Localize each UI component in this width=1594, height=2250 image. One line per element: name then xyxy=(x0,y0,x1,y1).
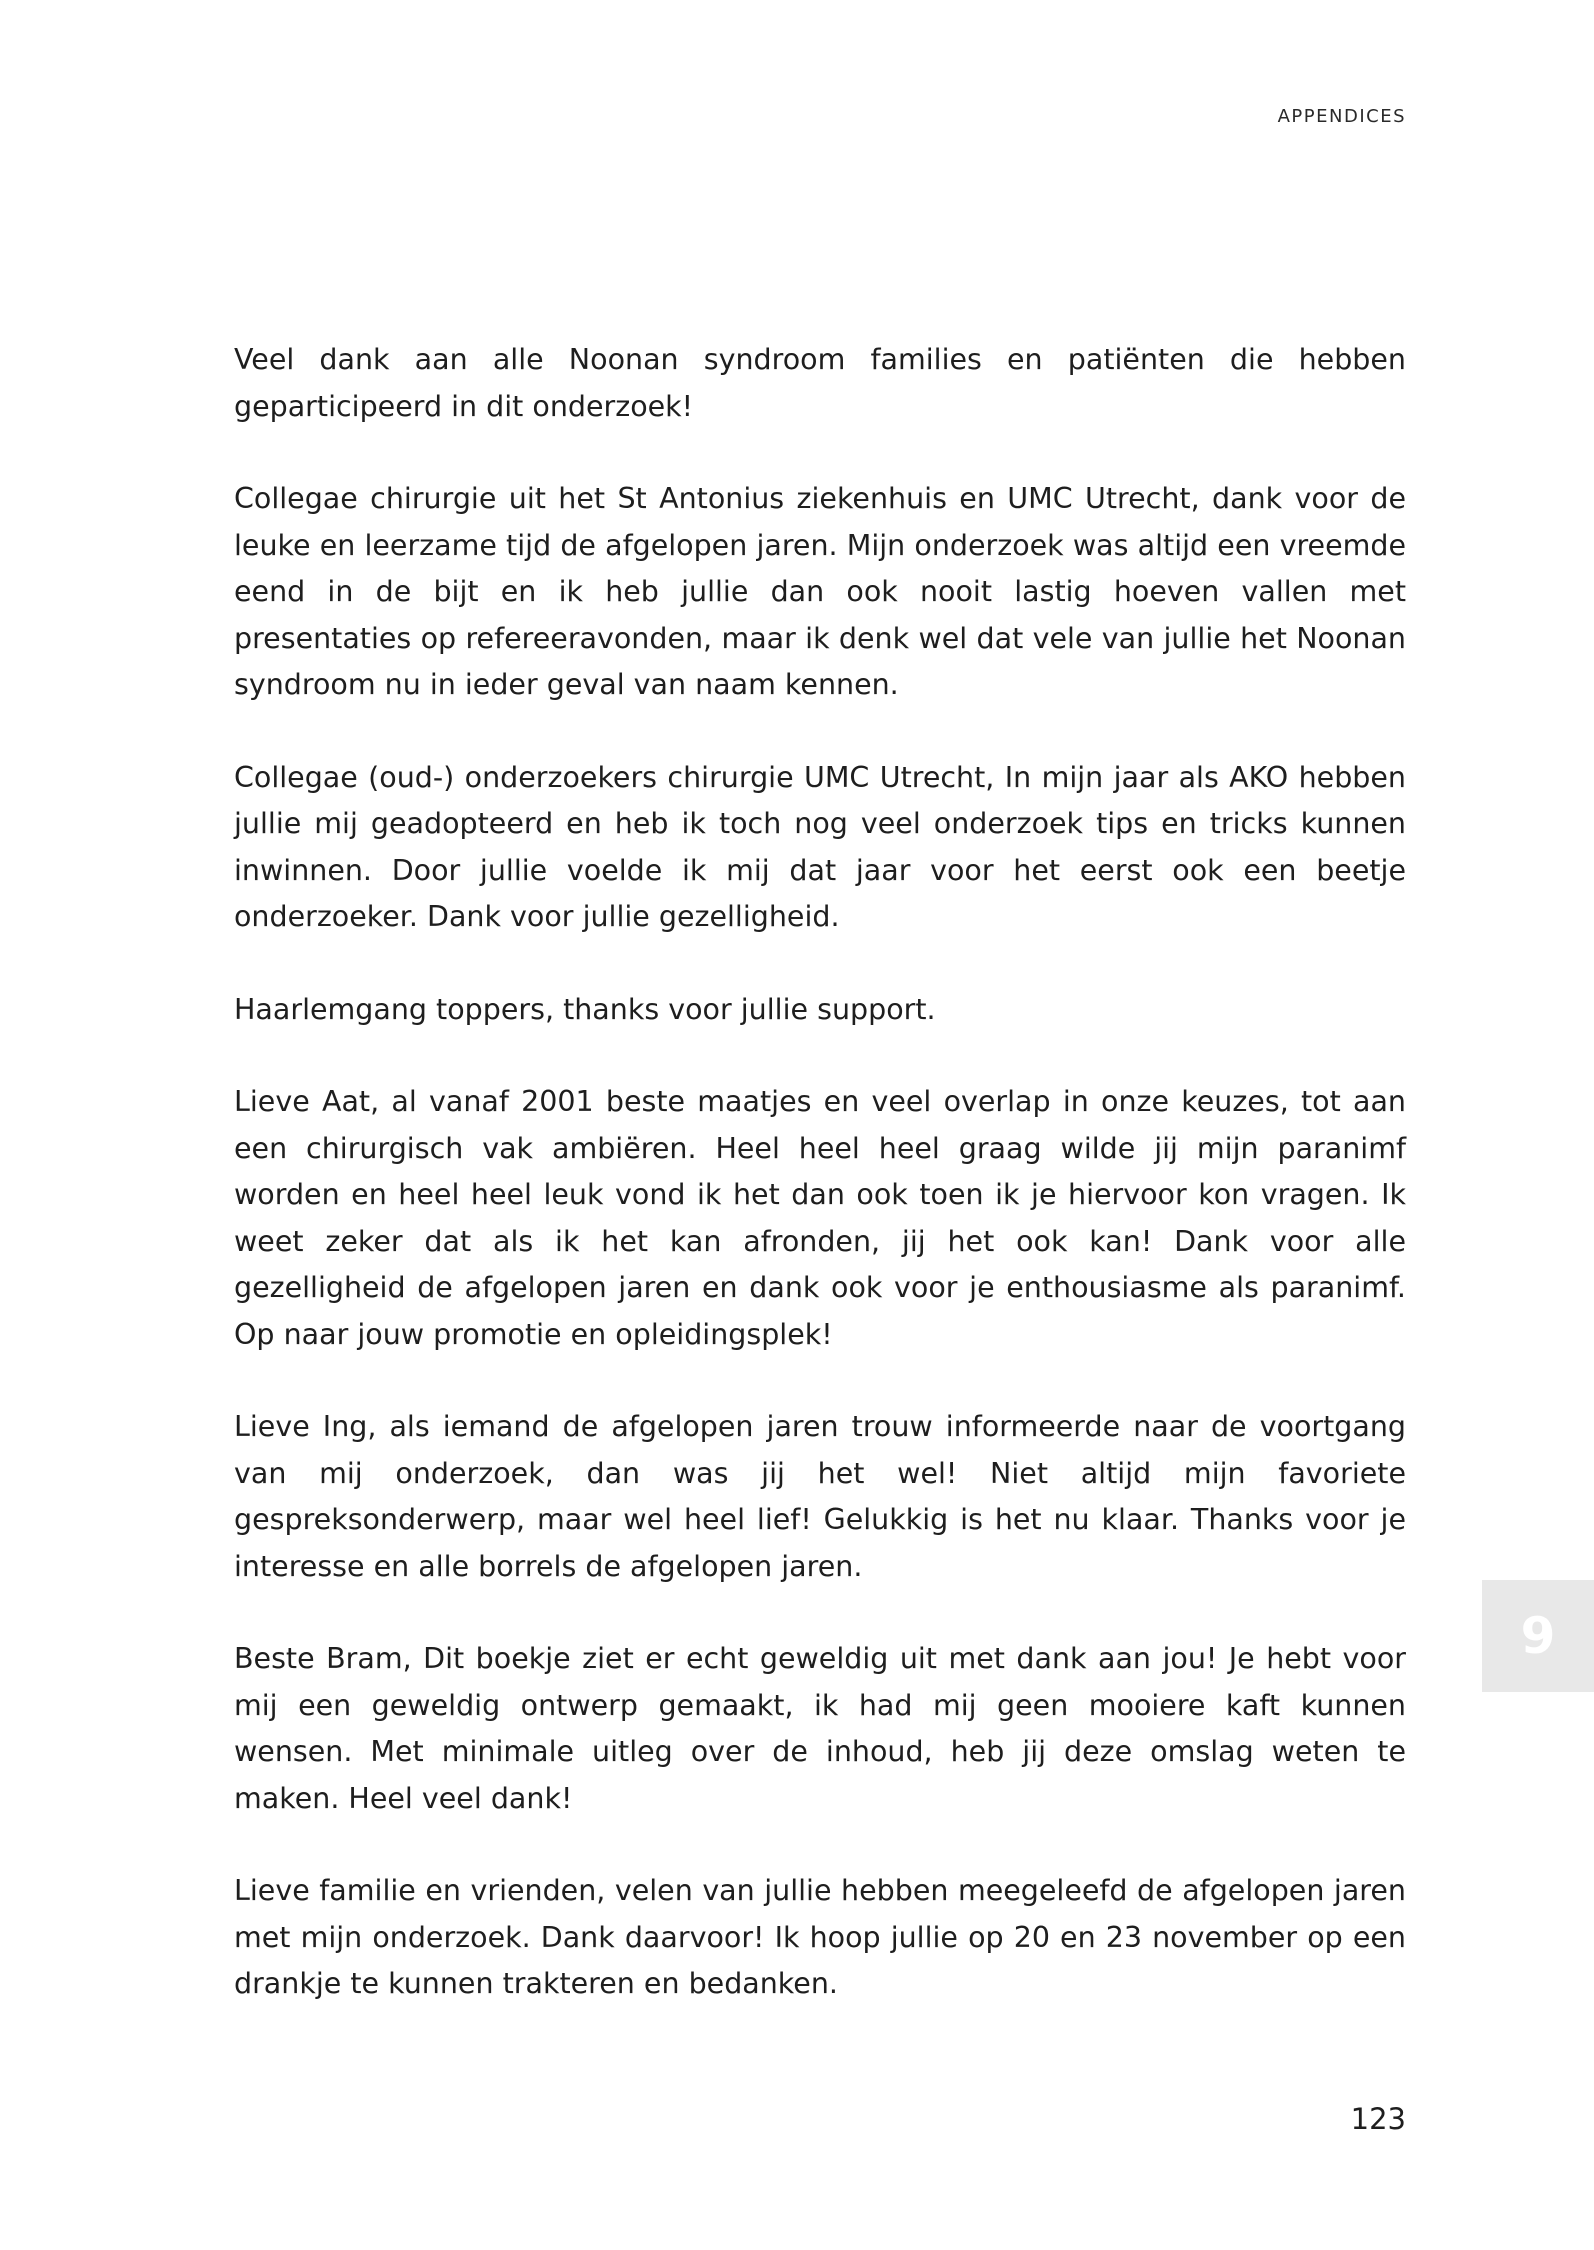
chapter-tab xyxy=(1482,1580,1594,1692)
chapter-number: 9 xyxy=(1520,1607,1556,1665)
paragraph-participants: Veel dank aan alle Noonan syndroom families en patiënten die hebben geparticipeerd in dit onderzoek! xyxy=(234,343,1406,423)
paragraph-family-friends: Lieve familie en vrienden, velen van jullie hebben meegeleefd de afgelopen jaren met mijn onderzoek. Dank daarvoor! Ik hoop jullie op 20 en 23 november op een drankje te kunnen trakteren en bedanken. xyxy=(234,1874,1406,2000)
page-number: 123 xyxy=(1350,2102,1406,2136)
body-text xyxy=(234,337,1406,2054)
paragraph-research-colleagues: Collegae (oud-) onderzoekers chirurgie UMC Utrecht, In mijn jaar als AKO hebben jullie mij geadopteerd en heb ik toch nog veel onderzoek tips en tricks kunnen inwinnen. Door jullie voelde ik mij dat jaar voor het eerst ook een beetje onderzoeker. Dank voor jullie gezelligheid. xyxy=(234,760,1406,933)
paragraph-surgery-colleagues: Collegae chirurgie uit het St Antonius ziekenhuis en UMC Utrecht, dank voor de leuke en leerzame tijd de afgelopen jaren. Mijn onderzoek was altijd een vreemde eend in de bijt en ik heb jullie dan ook nooit lastig hoeven vallen met presentaties op refereeravonden, maar ik denk wel dat vele van jullie het Noonan syndroom nu in ieder geval van naam kennen. xyxy=(234,482,1406,701)
running-header: APPENDICES xyxy=(1277,106,1406,127)
paragraph-haarlemgang: Haarlemgang toppers, thanks voor jullie support. xyxy=(234,992,936,1026)
paragraph-aat: Lieve Aat, al vanaf 2001 beste maatjes en veel overlap in onze keuzes, tot aan een chirurgisch vak ambiëren. Heel heel heel graag wilde jij mijn paranimf worden en heel heel leuk vond ik het dan ook toen ik je hiervoor kon vragen. Ik weet zeker dat als ik het kan afronden, jij het ook kan! Dank voor alle gezelligheid de afgelopen jaren en dank ook voor je enthousiasme als paranimf. Op naar jouw promotie en opleidingsplek! xyxy=(234,1085,1406,1351)
paragraph-bram: Beste Bram, Dit boekje ziet er echt geweldig uit met dank aan jou! Je hebt voor mij een geweldig ontwerp gemaakt, ik had mij geen mooiere kaft kunnen wensen. Met minimale uitleg over de inhoud, heb jij deze omslag weten te maken. Heel veel dank! xyxy=(234,1642,1406,1815)
paragraph-ing: Lieve Ing, als iemand de afgelopen jaren trouw informeerde naar de voortgang van mij onderzoek, dan was jij het wel! Niet altijd mijn favoriete gespreksonderwerp, maar wel heel lief! Gelukkig is het nu klaar. Thanks voor je interesse en alle borrels de afgelopen jaren. xyxy=(234,1410,1406,1583)
